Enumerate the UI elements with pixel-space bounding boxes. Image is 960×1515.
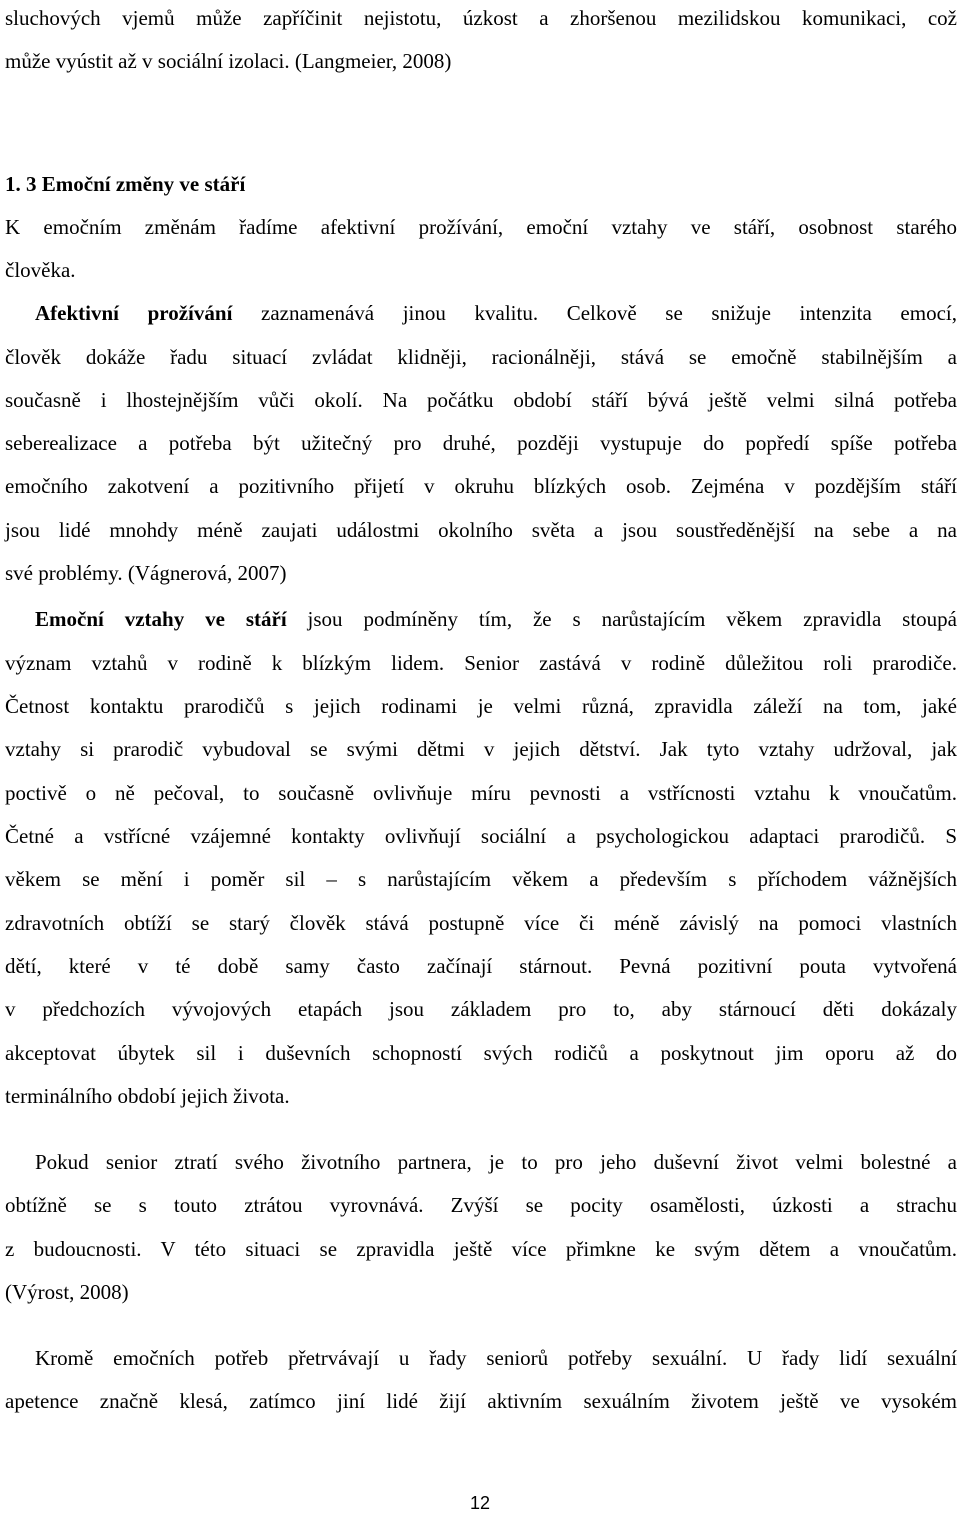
text-line: v předchozích vývojových etapách jsou základem pro to, aby stárnoucí děti dokázaly: [5, 997, 957, 1021]
text-line: člověka.: [5, 258, 76, 282]
text-line: seberealizace a potřeba být užitečný pro druhé, později vystupuje do popředí spíše potřeba: [5, 431, 957, 455]
text-line: současně i lhostejnějším vůči okolí. Na počátku období stáří bývá ještě velmi silná potřeba: [5, 388, 957, 412]
page-number: 12: [469, 1493, 491, 1513]
text-line: apetence značně klesá, zatímco jiní lidé žijí aktivním sexuálním životem ještě ve vysokém: [5, 1389, 957, 1413]
text-line: dětí, které v té době samy často začínají stárnout. Pevná pozitivní pouta vytvořená: [5, 954, 957, 978]
text-line: své problémy. (Vágnerová, 2007): [5, 561, 287, 585]
text-line: vztahy si prarodič vybudoval se svými dětmi v jejich dětství. Jak tyto vztahy udržoval, jak: [5, 737, 957, 761]
text-line: K emočním změnám řadíme afektivní prožívání, emoční vztahy ve stáří, osobnost starého: [5, 215, 957, 239]
bold-term: Emoční vztahy ve stáří: [35, 607, 287, 631]
section-heading: 1. 3 Emoční změny ve stáří: [5, 172, 246, 196]
text-line: terminálního období jejich života.: [5, 1084, 290, 1108]
text-line: Četné a vstřícné vzájemné kontakty ovlivňují sociální a psychologickou adaptaci prarodičů. S: [5, 824, 957, 848]
text-line: obtížně se s touto ztrátou vyrovnává. Zvýší se pocity osamělosti, úzkosti a strachu: [5, 1193, 957, 1217]
text-line: Pokud senior ztratí svého životního partnera, je to pro jeho duševní život velmi bolestné a: [35, 1150, 957, 1174]
text-line: člověk dokáže řadu situací zvládat klidněji, racionálněji, stává se emočně stabilnějším a: [5, 345, 957, 369]
text-line: sluchových vjemů může zapříčinit nejistotu, úzkost a zhoršenou mezilidskou komunikaci, což: [5, 6, 957, 30]
text-line: zdravotních obtíží se starý člověk stává postupně více či méně závislý na pomoci vlastních: [5, 911, 957, 935]
text-line: Četnost kontaktu prarodičů s jejich rodinami je velmi různá, zpravidla záleží na tom, jaké: [5, 694, 957, 718]
text-line: může vyústit až v sociální izolaci. (Langmeier, 2008): [5, 49, 452, 73]
text-line: (Výrost, 2008): [5, 1280, 129, 1304]
text-line: Emoční vztahy ve stáří jsou podmíněny tím, že s narůstajícím věkem zpravidla stoupá: [35, 607, 957, 631]
text-line: z budoucnosti. V této situaci se zpravidla ještě více přimkne ke svým dětem a vnoučatům.: [5, 1237, 957, 1261]
text-line: věkem se mění i poměr sil – s narůstajícím věkem a především s příchodem vážnějších: [5, 867, 957, 891]
bold-term: Afektivní prožívání: [35, 301, 233, 325]
text-line: jsou lidé mnohdy méně zaujati událostmi okolního světa a jsou soustředěnější na sebe a na: [5, 518, 957, 542]
text-line: akceptovat úbytek sil i duševních schopností svých rodičů a poskytnout jim oporu až do: [5, 1041, 957, 1065]
text-line: emočního zakotvení a pozitivního přijetí v okruhu blízkých osob. Zejména v pozdějším stáří: [5, 474, 957, 498]
text-line: poctivě o ně pečoval, to současně ovlivňuje míru pevnosti a vstřícnosti vztahu k vnoučatům.: [5, 781, 957, 805]
text-line: význam vztahů v rodině k blízkým lidem. Senior zastává v rodině důležitou roli prarodiče.: [5, 651, 957, 675]
text-line: Afektivní prožívání zaznamenává jinou kvalitu. Celkově se snižuje intenzita emocí,: [35, 301, 957, 325]
text-line: Kromě emočních potřeb přetrvávají u řady seniorů potřeby sexuální. U řady lidí sexuální: [35, 1346, 957, 1370]
